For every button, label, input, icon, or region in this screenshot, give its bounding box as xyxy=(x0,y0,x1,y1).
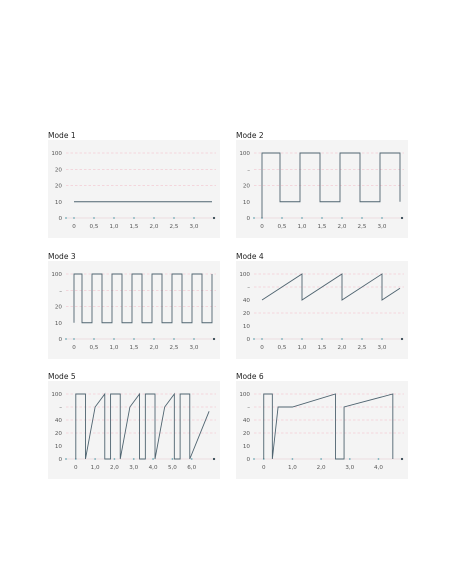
axis-end-dot xyxy=(213,458,215,460)
x-tick-dot xyxy=(193,338,195,340)
x-tick-dot xyxy=(349,458,351,460)
y-tick-label: 0 xyxy=(58,337,62,343)
x-tick-label: 4,0 xyxy=(374,465,383,471)
y-tick-label: 20 xyxy=(54,167,62,174)
x-tick-dot xyxy=(191,458,193,460)
x-tick-dot xyxy=(341,338,343,340)
x-tick-label: 2,5 xyxy=(169,345,179,351)
chart-title: Mode 4 xyxy=(236,252,264,261)
x-tick-dot xyxy=(361,217,363,219)
y-tick-label: 100 xyxy=(51,151,62,157)
axis-start-dot xyxy=(253,338,255,340)
x-tick-label: 4,0 xyxy=(148,465,158,471)
x-tick-label: 0 xyxy=(74,465,78,471)
x-tick-dot xyxy=(320,458,322,460)
x-tick-label: 2,0 xyxy=(109,465,119,471)
y-tick-label: 0 xyxy=(58,216,62,222)
x-tick-label: 0,5 xyxy=(89,345,99,351)
x-tick-dot xyxy=(281,217,283,219)
y-tick-label: 40 xyxy=(242,298,250,304)
y-tick-label: 40 xyxy=(54,418,62,424)
x-tick-label: 1,5 xyxy=(317,345,327,351)
chart-title: Mode 2 xyxy=(236,131,264,140)
axis-end-dot xyxy=(401,338,403,340)
x-tick-label: 2,0 xyxy=(337,224,347,230)
y-tick-label: 0 xyxy=(246,216,250,222)
x-tick-dot xyxy=(292,458,294,460)
axis-end-dot xyxy=(213,217,215,219)
y-tick-label: 0 xyxy=(246,337,250,343)
y-tick-label: 100 xyxy=(239,272,250,278)
x-tick-label: 0 xyxy=(261,465,266,471)
x-tick-label: 0 xyxy=(72,345,76,351)
line-chart-mode-3 xyxy=(48,261,220,359)
y-tick-label: – xyxy=(59,288,62,295)
line-chart-mode-2 xyxy=(236,140,408,238)
line-chart-mode-1 xyxy=(48,140,220,238)
y-tick-label: 10 xyxy=(242,444,250,450)
x-tick-dot xyxy=(113,338,115,340)
y-tick-label: 100 xyxy=(51,392,62,398)
series-line xyxy=(74,274,212,323)
y-tick-label: 0 xyxy=(246,457,250,463)
x-tick-dot xyxy=(261,338,263,340)
x-tick-dot xyxy=(173,217,175,219)
y-tick-label: 10 xyxy=(242,199,250,206)
x-tick-dot xyxy=(152,458,154,460)
series-line xyxy=(76,394,209,459)
x-tick-label: 2,5 xyxy=(357,224,367,230)
chart-panel-mode-2 xyxy=(236,131,436,241)
x-tick-label: 1,0 xyxy=(90,465,100,471)
x-tick-dot xyxy=(193,217,195,219)
x-tick-dot xyxy=(133,338,135,340)
y-tick-label: 10 xyxy=(54,320,62,327)
axis-start-dot xyxy=(253,458,255,460)
axis-start-dot xyxy=(65,458,67,460)
x-tick-label: 2,0 xyxy=(316,465,326,471)
y-tick-label: 10 xyxy=(54,444,62,450)
y-tick-label: 10 xyxy=(54,199,62,206)
x-tick-label: 1,5 xyxy=(129,345,139,351)
y-tick-label: 20 xyxy=(242,183,250,190)
y-tick-label: 100 xyxy=(239,151,250,157)
x-tick-label: 2,0 xyxy=(149,345,159,351)
y-tick-label: 20 xyxy=(54,183,62,190)
x-tick-label: 2,5 xyxy=(169,224,179,230)
x-tick-label: 3,0 xyxy=(377,224,387,230)
x-tick-dot xyxy=(113,217,115,219)
chart-panel-mode-5 xyxy=(48,372,248,482)
y-tick-label: – xyxy=(247,405,250,411)
axis-end-dot xyxy=(213,338,215,340)
x-tick-label: 2,0 xyxy=(149,224,159,230)
x-tick-label: 2,0 xyxy=(337,345,347,351)
x-tick-label: 6,0 xyxy=(187,465,197,471)
y-tick-label: 20 xyxy=(242,311,250,317)
chart-title: Mode 1 xyxy=(48,131,76,140)
x-tick-label: 1,5 xyxy=(129,224,139,230)
line-chart-mode-6 xyxy=(236,381,408,479)
chart-panel-mode-6 xyxy=(236,372,436,482)
line-chart-mode-4 xyxy=(236,261,408,359)
x-tick-label: 3,0 xyxy=(377,345,387,351)
x-tick-label: 1,0 xyxy=(109,224,119,230)
x-tick-dot xyxy=(378,458,380,460)
x-tick-label: 3,0 xyxy=(189,345,199,351)
x-tick-label: 1,0 xyxy=(297,345,307,351)
axis-end-dot xyxy=(401,217,403,219)
chart-title: Mode 5 xyxy=(48,372,76,381)
x-tick-dot xyxy=(94,458,96,460)
x-tick-label: 0 xyxy=(260,224,264,230)
x-tick-dot xyxy=(73,338,75,340)
x-tick-dot xyxy=(381,217,383,219)
x-tick-dot xyxy=(153,338,155,340)
y-tick-label: 20 xyxy=(54,304,62,311)
axis-end-dot xyxy=(401,458,403,460)
chart-panel-mode-4 xyxy=(236,252,436,362)
y-tick-label: – xyxy=(59,405,62,411)
x-tick-label: 1,0 xyxy=(287,465,297,471)
x-tick-dot xyxy=(361,338,363,340)
x-tick-label: 3,0 xyxy=(189,224,199,230)
y-tick-label: 100 xyxy=(51,272,62,278)
x-tick-dot xyxy=(114,458,116,460)
axis-start-dot xyxy=(65,338,67,340)
x-tick-label: 1,0 xyxy=(297,224,307,230)
x-tick-dot xyxy=(341,217,343,219)
x-tick-dot xyxy=(73,217,75,219)
x-tick-dot xyxy=(281,338,283,340)
axis-start-dot xyxy=(65,217,67,219)
y-tick-label: 100 xyxy=(239,392,250,398)
chart-title: Mode 6 xyxy=(236,372,264,381)
line-chart-mode-5 xyxy=(48,381,220,479)
x-tick-dot xyxy=(133,217,135,219)
y-tick-label: – xyxy=(247,285,250,291)
x-tick-label: 3,0 xyxy=(345,465,355,471)
x-tick-dot xyxy=(133,458,135,460)
y-tick-label: 10 xyxy=(242,324,250,330)
x-tick-label: 0,5 xyxy=(89,224,99,230)
x-tick-dot xyxy=(153,217,155,219)
x-tick-dot xyxy=(171,458,173,460)
x-tick-dot xyxy=(93,338,95,340)
x-tick-dot xyxy=(321,338,323,340)
series-line xyxy=(264,394,393,459)
x-tick-dot xyxy=(301,338,303,340)
x-tick-label: 1,5 xyxy=(317,224,327,230)
x-tick-label: 1,0 xyxy=(109,345,119,351)
x-tick-dot xyxy=(173,338,175,340)
x-tick-label: 3,0 xyxy=(129,465,139,471)
y-tick-label: – xyxy=(247,167,250,174)
chart-panel-mode-1 xyxy=(48,131,248,241)
axis-start-dot xyxy=(253,217,255,219)
x-tick-label: 5,0 xyxy=(167,465,177,471)
y-tick-label: 0 xyxy=(58,457,62,463)
chart-panel-mode-3 xyxy=(48,252,248,362)
y-tick-label: 20 xyxy=(242,431,250,437)
y-tick-label: 20 xyxy=(54,431,62,437)
x-tick-label: 0,5 xyxy=(277,345,287,351)
chart-title: Mode 3 xyxy=(48,252,76,261)
x-tick-label: 0,5 xyxy=(277,224,287,230)
x-tick-dot xyxy=(381,338,383,340)
x-tick-dot xyxy=(93,217,95,219)
y-tick-label: 40 xyxy=(242,418,250,424)
x-tick-label: 0 xyxy=(260,345,264,351)
x-tick-label: 2,5 xyxy=(357,345,367,351)
x-tick-label: 0 xyxy=(72,224,76,230)
x-tick-dot xyxy=(321,217,323,219)
x-tick-dot xyxy=(301,217,303,219)
